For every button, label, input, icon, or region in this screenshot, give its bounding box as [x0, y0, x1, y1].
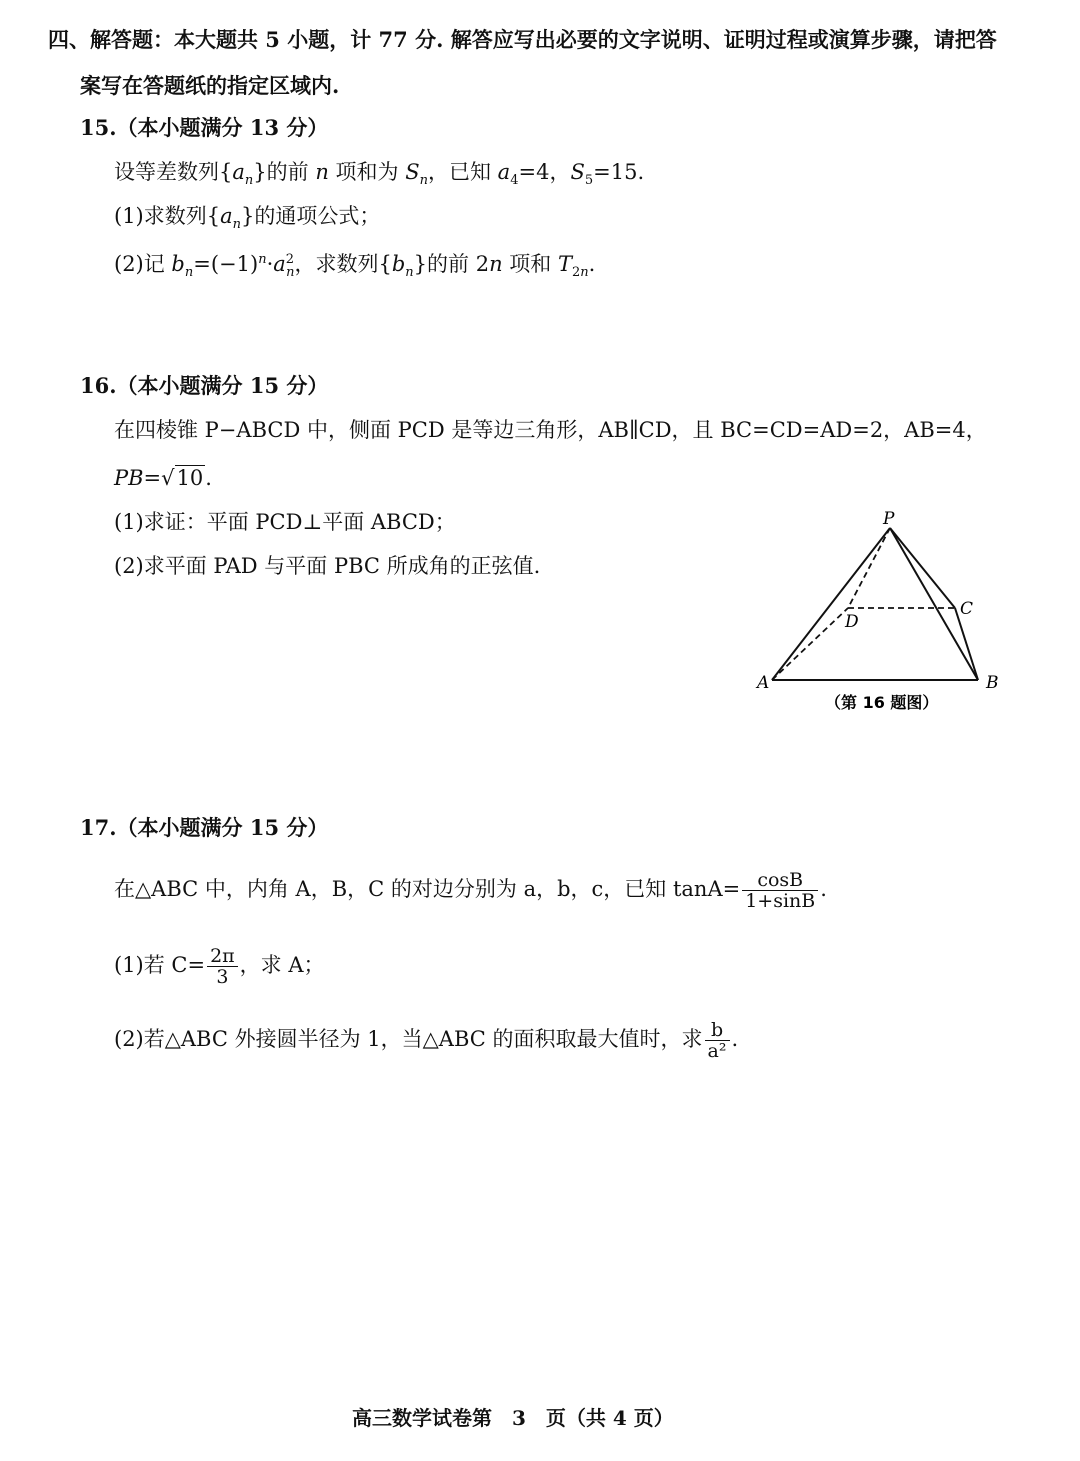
- vertex-label-d: D: [845, 612, 859, 632]
- pyramid-diagram: [750, 508, 1010, 723]
- q17-header: 17.（本小题满分 15 分）: [80, 815, 329, 840]
- q15-part1: (1)求数列$\{a_n\}$的通项公式；: [114, 204, 381, 233]
- q15-part2: (2)记 $b_n=(-1)^n\cdot a^2_n$，求数列$\{b_n\}$的前 2n 项和 $T_{2n}$.: [114, 252, 596, 281]
- fraction-b-over-a-squared: $\frac{b}{\text{a²}}$: [705, 1020, 730, 1061]
- vertex-label-b: B: [986, 673, 999, 693]
- fraction-cosb-over-1-plus-sinb: $\frac{\cos B}{1+\sin B}$: [742, 870, 818, 911]
- edge-ad: [772, 608, 848, 680]
- vertex-label-a: A: [757, 673, 770, 693]
- q16-stem-line1: 在四棱锥 P−ABCD 中，侧面 PCD 是等边三角形，AB∥CD，且 BC=CD=AD=2，AB=4，: [114, 418, 987, 442]
- vertex-label-p: P: [883, 509, 895, 529]
- vertex-label-c: C: [960, 599, 974, 619]
- q17-part2: (2)若△ABC 外接圆半径为 1，当△ABC 的面积取最大值时，求 $\frac{b}{\text{a²}}$ .: [114, 1019, 739, 1062]
- q17-part1: (1)若 C= $\frac{2\pi}{3}$ ，求 A；: [114, 945, 325, 988]
- edge-pc: [890, 528, 955, 608]
- q16-part1: (1)求证：平面 PCD⊥平面 ABCD；: [114, 510, 456, 534]
- q15-header: 15.（本小题满分 13 分）: [80, 115, 329, 140]
- edge-pd: [848, 528, 890, 608]
- page-footer: 高三数学试卷第 3 页（共 4 页）: [352, 1406, 674, 1430]
- q16-header: 16.（本小题满分 15 分）: [80, 373, 329, 398]
- section-heading-line2: 案写在答题纸的指定区域内.: [80, 73, 340, 98]
- q17-stem: 在△ABC 中，内角 A，B，C 的对边分别为 a，b，c，已知 tanA= $\frac{\cos B}{1+\sin B}$ .: [114, 869, 827, 912]
- fraction-2pi-over-3: $\frac{2\pi}{3}$: [207, 946, 238, 987]
- section-heading-line1: 四、解答题：本大题共 5 小题，计 77 分. 解答应写出必要的文字说明、证明过程或演算步骤，请把答: [48, 27, 997, 52]
- q16-part2: (2)求平面 PAD 与平面 PBC 所成角的正弦值.: [114, 554, 541, 578]
- q16-stem-line2: PB=√10.: [114, 466, 212, 490]
- pyramid-figure: [750, 508, 1010, 723]
- figure-caption: （第 16 题图）: [825, 693, 939, 712]
- sqrt-expression: √10: [161, 466, 204, 490]
- edge-pa: [772, 528, 890, 680]
- q15-stem: 设等差数列$\{a_n\}$的前 n 项和为 $S_n$，已知 $a_4=4$，$S_5=15$.: [114, 160, 645, 189]
